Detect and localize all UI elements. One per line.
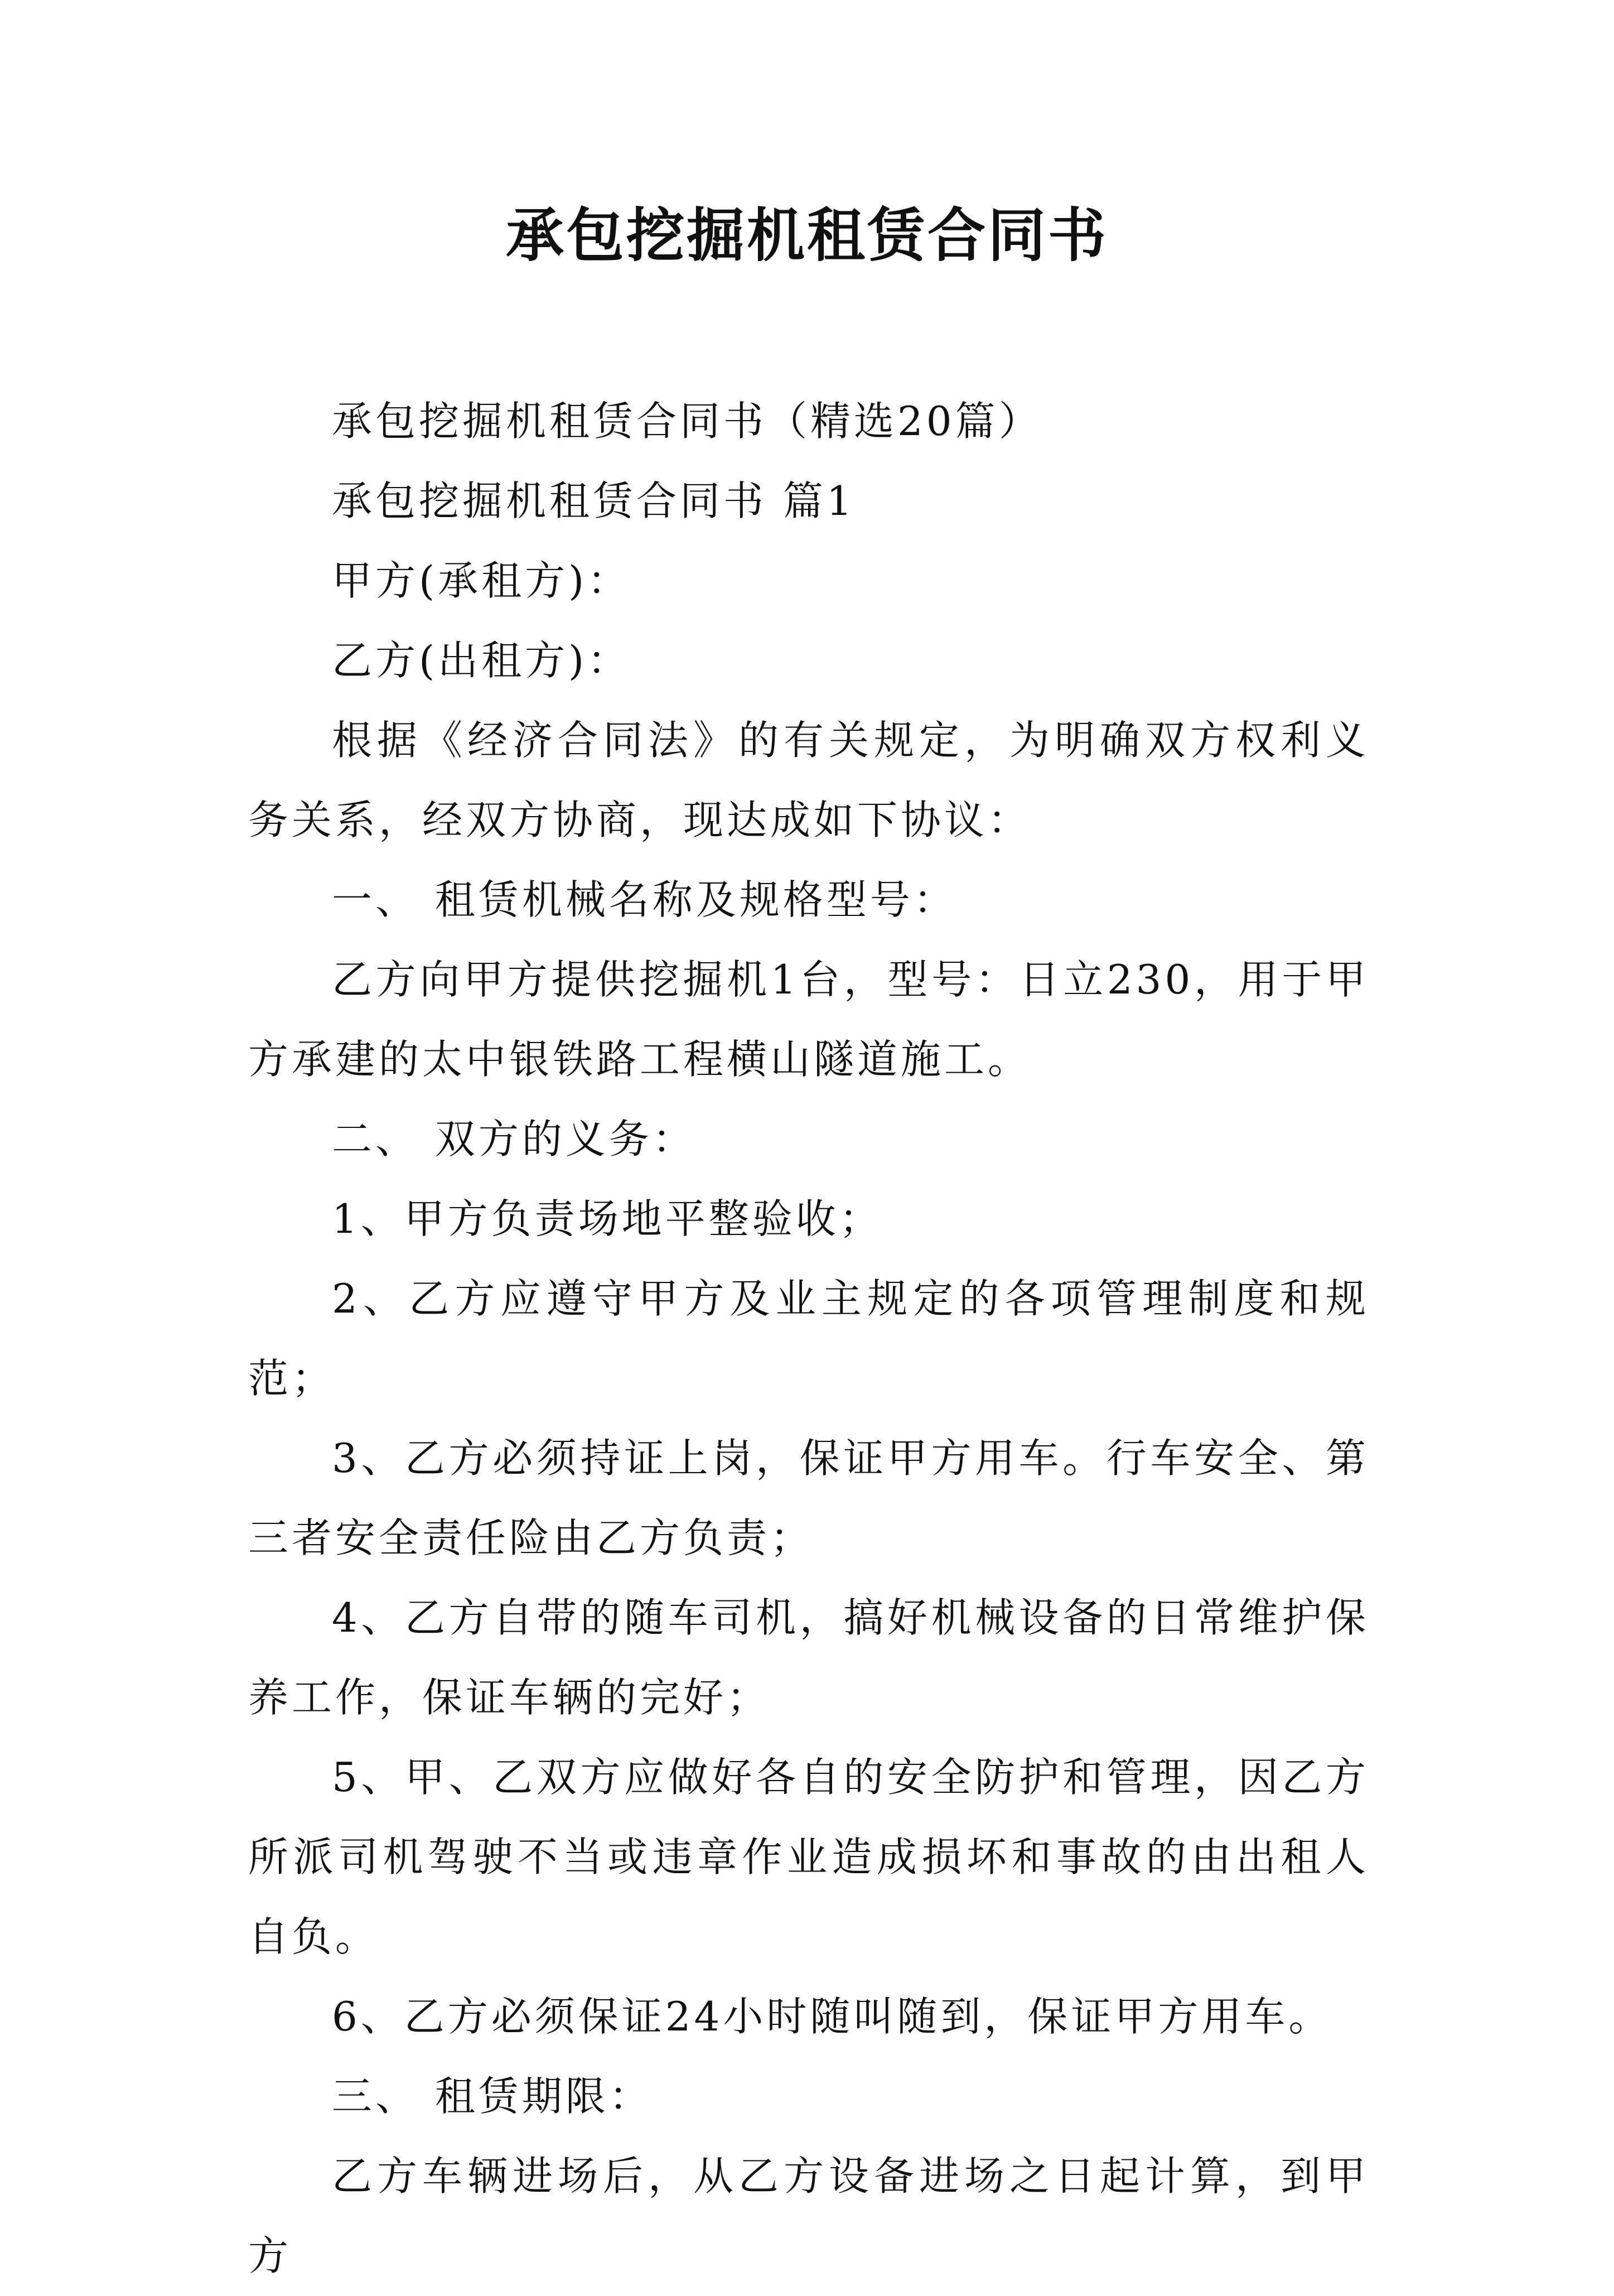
paragraph-duty-5: 5、甲、乙双方应做好各自的安全防护和管理，因乙方所派司机驾驶不当或违章作业造成损坏和事故的由出租人自负。	[248, 1754, 1369, 1960]
paragraph-section-heading: 承包挖掘机租赁合同书 篇1	[332, 477, 856, 524]
paragraph-subtitle: 承包挖掘机租赁合同书（精选20篇）	[332, 398, 1042, 445]
paragraph-clause-3-heading: 三、 租赁期限：	[332, 2073, 653, 2120]
paragraph-clause-1-heading: 一、 租赁机械名称及规格型号：	[332, 876, 957, 923]
paragraph-clause-2-heading: 二、 双方的义务：	[332, 1116, 696, 1163]
paragraph-clause-1-body: 乙方向甲方提供挖掘机1台，型号：日立230，用于甲方承建的太中银铁路工程横山隧道施工。	[248, 956, 1369, 1083]
document-body	[248, 382, 1369, 2296]
paragraph-party-a: 甲方(承租方)：	[332, 557, 631, 604]
paragraph-party-b: 乙方(出租方)：	[332, 637, 631, 684]
paragraph-duty-4: 4、乙方自带的随车司机，搞好机械设备的日常维护保养工作，保证车辆的完好；	[248, 1594, 1369, 1721]
paragraph-preamble: 根据《经济合同法》的有关规定，为明确双方权利义务关系，经双方协商，现达成如下协议：	[248, 717, 1369, 843]
paragraph-duty-2: 2、乙方应遵守甲方及业主规定的各项管理制度和规范；	[248, 1275, 1369, 1402]
paragraph-duty-1: 1、甲方负责场地平整验收；	[332, 1195, 883, 1242]
document-title: 承包挖掘机租赁合同书	[505, 201, 1108, 269]
paragraph-duty-6: 6、乙方必须保证24小时随叫随到，保证甲方用车。	[332, 1993, 1332, 2040]
paragraph-duty-3: 3、乙方必须持证上岗，保证甲方用车。行车安全、第三者安全责任险由乙方负责；	[248, 1435, 1369, 1561]
paragraph-clause-3-body: 乙方车辆进场后，从乙方设备进场之日起计算，到甲方	[248, 2153, 1369, 2279]
